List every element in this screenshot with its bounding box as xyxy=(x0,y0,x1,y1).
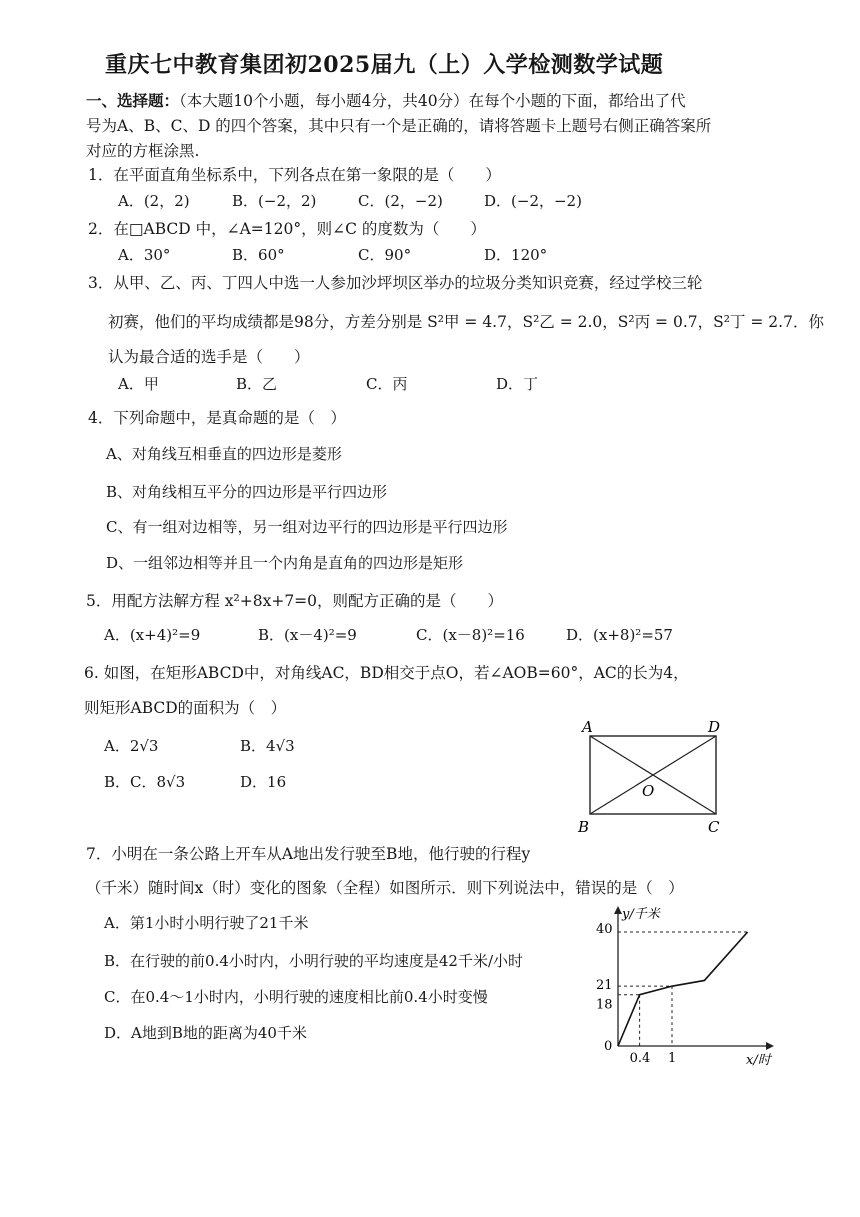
question-1-option-b: B．(−2，2) xyxy=(232,192,317,210)
x-tick-label-1: 1 xyxy=(668,1051,677,1066)
question-6-option-b: B．4√3 xyxy=(240,737,295,755)
question-5-option-a: A．(x+4)²=9 xyxy=(104,626,201,644)
question-7-option-c: C．在0.4～1小时内，小明行驶的速度相比前0.4小时变慢 xyxy=(104,988,488,1006)
question-2-option-b: B．60° xyxy=(232,246,285,264)
question-4-option-c: C、有一组对边相等，另一组对边平行的四边形是平行四边形 xyxy=(106,518,508,536)
y-tick-label-40: 40 xyxy=(596,922,613,937)
y-axis-label: y/千米 xyxy=(622,907,660,922)
section-intro-line-2: 号为A、B、C、D 的四个答案，其中只有一个是正确的，请将答题卡上题号右侧正确答案所 xyxy=(86,117,712,135)
question-2-option-a: A．30° xyxy=(118,246,171,264)
question-2-option-c: C．90° xyxy=(358,246,412,264)
question-3-line-3: 认为最合适的选手是（ ） xyxy=(108,348,310,366)
section-intro-line-1: 一、选择题：（本大题10个小题，每小题4分，共40分）在每个小题的下面，都给出了代 xyxy=(86,91,686,110)
question-1-option-c: C．(2，−2) xyxy=(358,192,443,210)
vertex-label-a: A xyxy=(582,718,593,736)
section-intro-line-3: 对应的方框涂黑. xyxy=(86,142,200,160)
y-tick-label-18: 18 xyxy=(596,997,613,1013)
question-7-option-b: B．在行驶的前0.4小时内，小明行驶的平均速度是42千米/小时 xyxy=(104,952,524,970)
vertex-label-c: C xyxy=(708,818,720,836)
center-label-o: O xyxy=(642,782,655,800)
question-7-line-2: （千米）随时间x（时）变化的图象（全程）如图所示．则下列说法中，错误的是（ ） xyxy=(86,879,684,897)
question-6-line-2: 则矩形ABCD的面积为（ ） xyxy=(84,699,287,717)
question-3-option-d: D．丁 xyxy=(496,375,539,393)
x-axis-label: x/时 xyxy=(746,1053,771,1068)
question-5-option-c: C．(x－8)²=16 xyxy=(416,626,525,644)
series-line xyxy=(618,932,748,1046)
vertex-label-b: B xyxy=(578,818,590,836)
question-6-option-d: D．16 xyxy=(240,773,287,791)
question-2-stem: 2．在□ABCD 中，∠A=120°，则∠C 的度数为（ ） xyxy=(88,220,486,238)
question-6-option-a: A．2√3 xyxy=(104,737,159,755)
question-1-stem: 1．在平面直角坐标系中，下列各点在第一象限的是（ ） xyxy=(88,166,501,184)
question-1-option-d: D．(−2，−2) xyxy=(484,192,582,210)
distance-time-graph xyxy=(586,898,786,1074)
x-tick-label-0.4: 0.4 xyxy=(629,1051,651,1066)
question-3-line-1: 3．从甲、乙、丙、丁四人中选一人参加沙坪坝区举办的垃圾分类知识竞赛，经过学校三轮 xyxy=(88,274,703,292)
question-7-option-d: D．A地到B地的距离为40千米 xyxy=(104,1024,307,1042)
question-3-option-b: B．乙 xyxy=(236,375,278,393)
question-4-stem: 4．下列命题中，是真命题的是（ ） xyxy=(88,409,346,427)
y-tick-label-21: 21 xyxy=(596,978,613,994)
question-7-line-1: 7．小明在一条公路上开车从A地出发行驶至B地，他行驶的行程y xyxy=(86,845,531,863)
rectangle-figure xyxy=(570,714,730,838)
question-7-option-a: A．第1小时小明行驶了21千米 xyxy=(104,914,309,932)
page-title: 重庆七中教育集团初2025届九（上）入学检测数学试题 xyxy=(105,52,664,78)
question-3-option-c: C．丙 xyxy=(366,375,408,393)
vertex-label-d: D xyxy=(708,718,721,736)
question-3-option-a: A．甲 xyxy=(118,375,159,393)
question-1-option-a: A．(2，2) xyxy=(118,192,190,210)
question-2-option-d: D．120° xyxy=(484,246,548,264)
question-6-option-c: B．C．8√3 xyxy=(104,773,186,791)
graph-marks xyxy=(596,922,748,1066)
origin-label: 0 xyxy=(604,1039,613,1054)
question-5-option-d: D．(x+8)²=57 xyxy=(566,626,673,644)
section-heading: 一、选择题： xyxy=(86,91,180,110)
question-4-option-b: B、对角线相互平分的四边形是平行四边形 xyxy=(106,483,388,501)
question-5-stem: 5．用配方法解方程 x²+8x+7=0，则配方正确的是（ ） xyxy=(86,592,504,610)
y-axis-arrow xyxy=(614,906,622,914)
question-6-line-1: 6. 如图，在矩形ABCD中，对角线AC，BD相交于点O，若∠AOB=60°，AC的长为4， xyxy=(84,664,689,682)
question-5-option-b: B．(x－4)²=9 xyxy=(258,626,357,644)
question-4-option-a: A、对角线互相垂直的四边形是菱形 xyxy=(106,445,342,463)
question-4-option-d: D、一组邻边相等并且一个内角是直角的四边形是矩形 xyxy=(106,554,464,572)
x-axis-arrow xyxy=(766,1042,774,1050)
question-3-line-2: 初赛，他们的平均成绩都是98分，方差分别是 S²甲 = 4.7，S²乙 = 2.0，S²丙 = 0.7，S²丁 = 2.7．你 xyxy=(108,313,824,331)
